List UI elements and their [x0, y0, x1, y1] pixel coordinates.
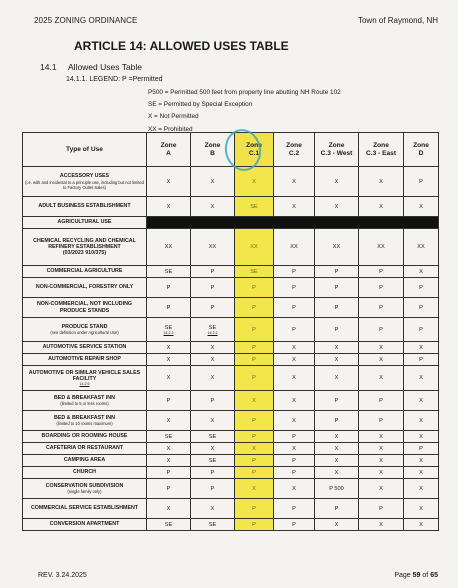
- permission-cell: X: [404, 342, 439, 354]
- permission-cell: X: [147, 499, 191, 519]
- permission-cell: X: [191, 366, 235, 391]
- zone-header: Zone A: [147, 133, 191, 167]
- table-header-row: [23, 133, 439, 167]
- permission-cell: X: [359, 455, 404, 467]
- use-name: AUTOMOTIVE REPAIR SHOP: [48, 356, 121, 363]
- permission-cell: P: [359, 411, 404, 431]
- permission-cell: X: [191, 342, 235, 354]
- permission-cell: X: [274, 443, 315, 455]
- black-separator-cell: [147, 217, 439, 229]
- permission-cell: P: [235, 366, 274, 391]
- permission-cell: P: [404, 354, 439, 366]
- legend-lines: [148, 87, 341, 136]
- permission-cell: XX: [315, 229, 359, 266]
- permission-cell: P: [404, 278, 439, 298]
- permission-cell: P: [191, 278, 235, 298]
- permission-cell: P: [315, 411, 359, 431]
- permission-cell: P: [315, 499, 359, 519]
- use-name-cell: [23, 411, 147, 431]
- use-name-cell: [23, 298, 147, 318]
- revision-date: REV. 3.24.2025: [38, 572, 87, 579]
- permission-cell: SE: [235, 266, 274, 278]
- legend-lead: 14.1.1. LEGEND: P =Permitted: [66, 76, 163, 83]
- permission-cell: X: [191, 354, 235, 366]
- use-name-cell: [23, 479, 147, 499]
- use-name: AGRICULTURAL USE: [57, 219, 112, 226]
- permission-cell: X: [404, 366, 439, 391]
- section-title: Allowed Uses Table: [68, 62, 143, 72]
- table-row: [23, 519, 439, 531]
- table-row: [23, 354, 439, 366]
- permission-cell: X: [315, 197, 359, 217]
- permission-cell: SE: [191, 455, 235, 467]
- permission-cell: X: [235, 391, 274, 411]
- permission-cell: P: [235, 354, 274, 366]
- permission-cell: P: [274, 266, 315, 278]
- permission-cell: P: [235, 411, 274, 431]
- permission-cell: P: [235, 499, 274, 519]
- use-name-cell: [23, 266, 147, 278]
- allowed-uses-table: [22, 132, 439, 531]
- use-name-cell: [23, 278, 147, 298]
- use-name: CHEMICAL RECYCLING AND CHEMICAL REFINERY ESTABLISHMENT: [33, 237, 136, 250]
- permission-cell: X: [404, 266, 439, 278]
- permission-cell: P: [191, 391, 235, 411]
- use-name: BED & BREAKFAST INN: [54, 414, 115, 421]
- permission-cell: P: [235, 278, 274, 298]
- permission-cell: X: [359, 519, 404, 531]
- permission-cell: P: [274, 455, 315, 467]
- permission-cell: X: [191, 167, 235, 197]
- permission-cell: P: [147, 467, 191, 479]
- permission-cell: P: [404, 318, 439, 342]
- permission-cell: SE: [147, 431, 191, 443]
- zone-header: Zone C.2: [274, 133, 315, 167]
- permission-cell: X: [404, 391, 439, 411]
- table-row: [23, 431, 439, 443]
- permission-cell: XX: [404, 229, 439, 266]
- use-name: PRODUCE STAND: [61, 323, 108, 330]
- legend-x: X = Not Permitted: [148, 113, 199, 121]
- use-name-cell: [23, 467, 147, 479]
- use-name-cell: [23, 499, 147, 519]
- use-name: COMMERCIAL SERVICE ESTABLISHMENT: [30, 505, 139, 512]
- permission-cell: P: [404, 298, 439, 318]
- permission-cell: X: [404, 467, 439, 479]
- use-name: CAFETERIA OR RESTAURANT: [45, 445, 124, 452]
- permission-cell: X: [315, 467, 359, 479]
- table-row: [23, 411, 439, 431]
- permission-cell: XX: [274, 229, 315, 266]
- permission-cell: X: [274, 342, 315, 354]
- use-name-cell: [23, 455, 147, 467]
- permission-cell: X: [191, 443, 235, 455]
- permission-cell: XX: [191, 229, 235, 266]
- permission-cell: P: [235, 318, 274, 342]
- use-name-cell: [23, 354, 147, 366]
- permission-cell: SE: [235, 197, 274, 217]
- table-row: [23, 499, 439, 519]
- zone-header: Zone D: [404, 133, 439, 167]
- permission-cell: P: [235, 467, 274, 479]
- permission-cell: X: [404, 455, 439, 467]
- permission-cell: P: [191, 467, 235, 479]
- use-name-cell: [23, 366, 147, 391]
- use-name: CAMPING AREA: [63, 457, 106, 464]
- permission-cell: X: [147, 342, 191, 354]
- permission-cell: P: [191, 479, 235, 499]
- permission-cell: X: [147, 354, 191, 366]
- permission-cell: SE 14.2.2: [147, 318, 191, 342]
- use-name: NON-COMMERCIAL, NOT INCLUDING PRODUCE STANDS: [36, 301, 133, 314]
- permission-cell: X: [274, 366, 315, 391]
- permission-cell: X: [191, 499, 235, 519]
- permission-cell: P: [359, 318, 404, 342]
- use-note: (see definition under Agricultural Use): [50, 330, 119, 336]
- permission-cell: X: [315, 455, 359, 467]
- permission-cell: P: [359, 499, 404, 519]
- permission-cell: X: [315, 366, 359, 391]
- permission-cell: X: [359, 342, 404, 354]
- permission-cell: P: [274, 298, 315, 318]
- permission-cell: X: [315, 431, 359, 443]
- permission-cell: P: [274, 318, 315, 342]
- table-row: [23, 479, 439, 499]
- zone-header: Zone C.3 - West: [315, 133, 359, 167]
- use-name-cell: [23, 519, 147, 531]
- table-row: [23, 197, 439, 217]
- page-number: Page 59 of 65: [394, 572, 438, 579]
- table-row: [23, 342, 439, 354]
- table-row: [23, 366, 439, 391]
- header-town: Town of Raymond, NH: [357, 16, 438, 25]
- use-name: ACCESSORY USES: [59, 173, 110, 180]
- legend-xx: XX = Prohibited: [148, 125, 193, 133]
- permission-cell: X: [147, 167, 191, 197]
- permission-cell: P: [359, 391, 404, 411]
- permission-cell: X: [315, 167, 359, 197]
- article-title: ARTICLE 14: ALLOWED USES TABLE: [74, 39, 289, 53]
- permission-cell: P: [147, 298, 191, 318]
- permission-cell: SE: [191, 431, 235, 443]
- use-name: CONVERSION APARTMENT: [49, 521, 120, 528]
- section-reference: 14.2.2: [163, 330, 174, 335]
- use-name: BOARDING OR ROOMING HOUSE: [41, 433, 128, 440]
- zone-header: Zone C.3 - East: [359, 133, 404, 167]
- permission-cell: XX: [235, 229, 274, 266]
- permission-cell: P: [315, 318, 359, 342]
- use-name: NON-COMMERCIAL, FORESTRY ONLY: [35, 284, 134, 291]
- permission-cell: X: [274, 411, 315, 431]
- permission-cell: X: [359, 431, 404, 443]
- use-name-cell: [23, 443, 147, 455]
- permission-cell: X: [359, 443, 404, 455]
- permission-cell: P: [404, 167, 439, 197]
- permission-cell: P: [315, 278, 359, 298]
- permission-cell: X: [147, 443, 191, 455]
- use-name-cell: [23, 217, 147, 229]
- legend-se: SE = Permitted by Special Exception: [148, 101, 253, 109]
- permission-cell: X: [315, 342, 359, 354]
- use-name-cell: [23, 167, 147, 197]
- permission-cell: P: [359, 266, 404, 278]
- permission-cell: X: [274, 354, 315, 366]
- permission-cell: X: [315, 443, 359, 455]
- table-row: [23, 443, 439, 455]
- table-row: [23, 217, 439, 229]
- use-name-cell: [23, 391, 147, 411]
- permission-cell: X: [359, 197, 404, 217]
- permission-cell: P: [147, 278, 191, 298]
- permission-cell: P: [359, 278, 404, 298]
- permission-cell: X: [404, 479, 439, 499]
- permission-cell: X: [359, 467, 404, 479]
- permission-cell: X: [235, 167, 274, 197]
- permission-cell: P: [315, 298, 359, 318]
- permission-cell: X: [404, 431, 439, 443]
- permission-cell: SE: [147, 519, 191, 531]
- permission-cell: SE 14.2.2: [191, 318, 235, 342]
- permission-cell: X: [315, 354, 359, 366]
- table-row: [23, 391, 439, 411]
- permission-cell: P: [315, 391, 359, 411]
- permission-cell: X: [404, 519, 439, 531]
- permission-cell: X: [191, 197, 235, 217]
- permission-cell: X: [191, 411, 235, 431]
- permission-cell: P: [274, 467, 315, 479]
- table-row: [23, 167, 439, 197]
- header-ordinance: 2025 ZONING ORDINANCE: [34, 16, 138, 25]
- permission-cell: XX: [359, 229, 404, 266]
- use-name: ADULT BUSINESS ESTABLISHMENT: [38, 203, 131, 210]
- permission-cell: X: [359, 167, 404, 197]
- use-name-cell: [23, 318, 147, 342]
- permission-cell: X: [147, 197, 191, 217]
- permission-cell: X: [274, 197, 315, 217]
- zone-header: Zone C.1: [235, 133, 274, 167]
- permission-cell: X: [359, 366, 404, 391]
- permission-cell: X: [235, 479, 274, 499]
- table-row: [23, 455, 439, 467]
- permission-cell: SE: [147, 266, 191, 278]
- table-row: [23, 318, 439, 342]
- permission-cell: X: [404, 197, 439, 217]
- use-name-cell: [23, 431, 147, 443]
- use-name: BED & BREAKFAST INN: [54, 394, 115, 401]
- permission-cell: X: [235, 443, 274, 455]
- use-name-cell: [23, 342, 147, 354]
- table-row: [23, 266, 439, 278]
- use-name: CHURCH: [73, 469, 96, 476]
- permission-cell: X: [147, 455, 191, 467]
- table-row: [23, 467, 439, 479]
- permission-cell: X: [147, 366, 191, 391]
- type-of-use-header: Type of Use: [23, 133, 147, 167]
- section-number: 14.1: [40, 62, 57, 72]
- use-name: COMMERCIAL AGRICULTURE: [46, 268, 123, 275]
- permission-cell: X: [274, 479, 315, 499]
- permission-cell: P: [235, 519, 274, 531]
- permission-cell: X: [359, 479, 404, 499]
- permission-cell: P 500: [315, 479, 359, 499]
- table-body: [23, 167, 439, 531]
- permission-cell: P: [274, 278, 315, 298]
- permission-cell: P: [235, 342, 274, 354]
- permission-cell: P: [274, 431, 315, 443]
- table-row: [23, 298, 439, 318]
- use-note: (limited to 10 rooms maximum): [56, 421, 113, 427]
- use-name: AUTOMOTIVE SERVICE STATION: [42, 344, 127, 351]
- use-note: (i.e. with and incidental to a principle use, including but not limited to Factory Outlet Sales): [25, 179, 144, 190]
- use-note: (limited to 5 or less rooms): [60, 401, 109, 407]
- zone-header: Zone B: [191, 133, 235, 167]
- table-row: [23, 278, 439, 298]
- permission-cell: XX: [147, 229, 191, 266]
- permission-cell: X: [274, 167, 315, 197]
- use-name-cell: [23, 197, 147, 217]
- permission-cell: X: [359, 354, 404, 366]
- use-name: CONSERVATION SUBDIVISION: [45, 482, 124, 489]
- permission-cell: P: [235, 455, 274, 467]
- permission-cell: X: [404, 411, 439, 431]
- permission-cell: P: [404, 443, 439, 455]
- use-name: AUTOMOTIVE OR SIMILAR VEHICLE SALES FACILITY: [28, 369, 141, 382]
- permission-cell: X: [274, 391, 315, 411]
- section-reference: 14.2.6: [79, 382, 90, 387]
- legend-p500: P500 = Permitted 500 feet from property line abutting NH Route 102: [148, 89, 341, 96]
- use-note: (03/2023 910/375): [62, 250, 107, 257]
- permission-cell: P: [274, 499, 315, 519]
- permission-cell: P: [191, 266, 235, 278]
- permission-cell: X: [404, 499, 439, 519]
- permission-cell: P: [359, 298, 404, 318]
- permission-cell: P: [147, 479, 191, 499]
- use-name-cell: [23, 229, 147, 266]
- permission-cell: P: [315, 266, 359, 278]
- permission-cell: P: [274, 519, 315, 531]
- permission-cell: X: [147, 411, 191, 431]
- permission-cell: P: [235, 431, 274, 443]
- permission-cell: P: [147, 391, 191, 411]
- table-row: [23, 229, 439, 266]
- permission-cell: P: [235, 298, 274, 318]
- section-reference: 14.2.2: [207, 330, 218, 335]
- permission-cell: SE: [191, 519, 235, 531]
- permission-cell: X: [315, 519, 359, 531]
- permission-cell: P: [191, 298, 235, 318]
- use-note: (single family only): [67, 489, 102, 495]
